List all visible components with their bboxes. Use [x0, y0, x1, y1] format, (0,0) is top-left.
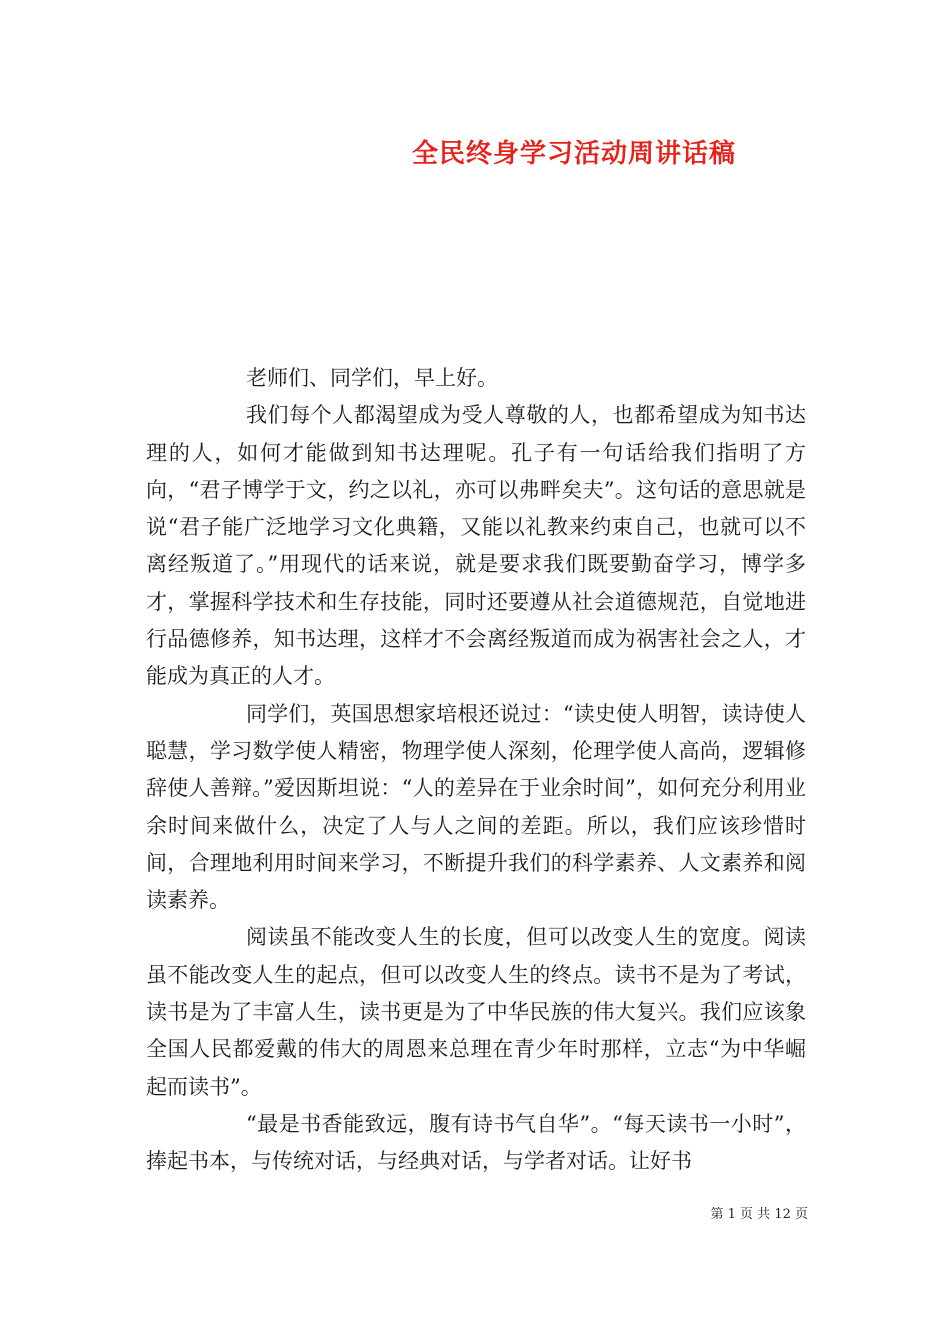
- paragraph-greeting: 老师们、同学们，早上好。: [246, 366, 498, 390]
- paragraph-bacon-einstein: 同学们，英国思想家培根还说过：“读史使人明智，读诗使人聪慧，学习数学使人精密，物理学使人深刻，伦理学使人高尚，逻辑修辞使人善辩。”爱因斯坦说：“人的差异在于业余时间”，如何充分利用业余时间来做什么，决定了人与人之间的差距。所以，我们应该珍惜时间，合理地利用时间来学习，不断提升我们的科学素养、人文素养和阅读素养。: [146, 701, 806, 913]
- document-body: [146, 360, 806, 1181]
- paragraph-confucius: 我们每个人都渴望成为受人尊敬的人，也都希望成为知书达理的人，如何才能做到知书达理呢。孔子有一句话给我们指明了方向，“君子博学于文，约之以礼，亦可以弗畔矣夫”。这句话的意思就是说“君子能广泛地学习文化典籍，又能以礼教来约束自己，也就可以不离经叛道了。”用现代的话来说，就是要求我们既要勤奋学习，博学多才，掌握科学技术和生存技能，同时还要遵从社会道德规范，自觉地进行品德修养，知书达理，这样才不会离经叛道而成为祸害社会之人，才能成为真正的人才。: [146, 403, 806, 689]
- document-title: 全民终身学习活动周讲话稿: [412, 139, 737, 169]
- paragraph-reading: 阅读虽不能改变人生的长度，但可以改变人生的宽度。阅读虽不能改变人生的起点，但可以改变人生的终点。读书不是为了考试，读书是为了丰富人生，读书更是为了中华民族的伟大复兴。我们应该象全国人民都爱戴的伟大的周恩来总理在青少年时那样，立志“为中华崛起而读书”。: [146, 925, 806, 1099]
- paragraph-book-fragrance: “最是书香能致远，腹有诗书气自华”。“每天读书一小时”，捧起书本，与传统对话，与经典对话，与学者对话。让好书: [146, 1111, 806, 1174]
- page-number-footer: 第 1 页 共 12 页: [710, 1207, 808, 1222]
